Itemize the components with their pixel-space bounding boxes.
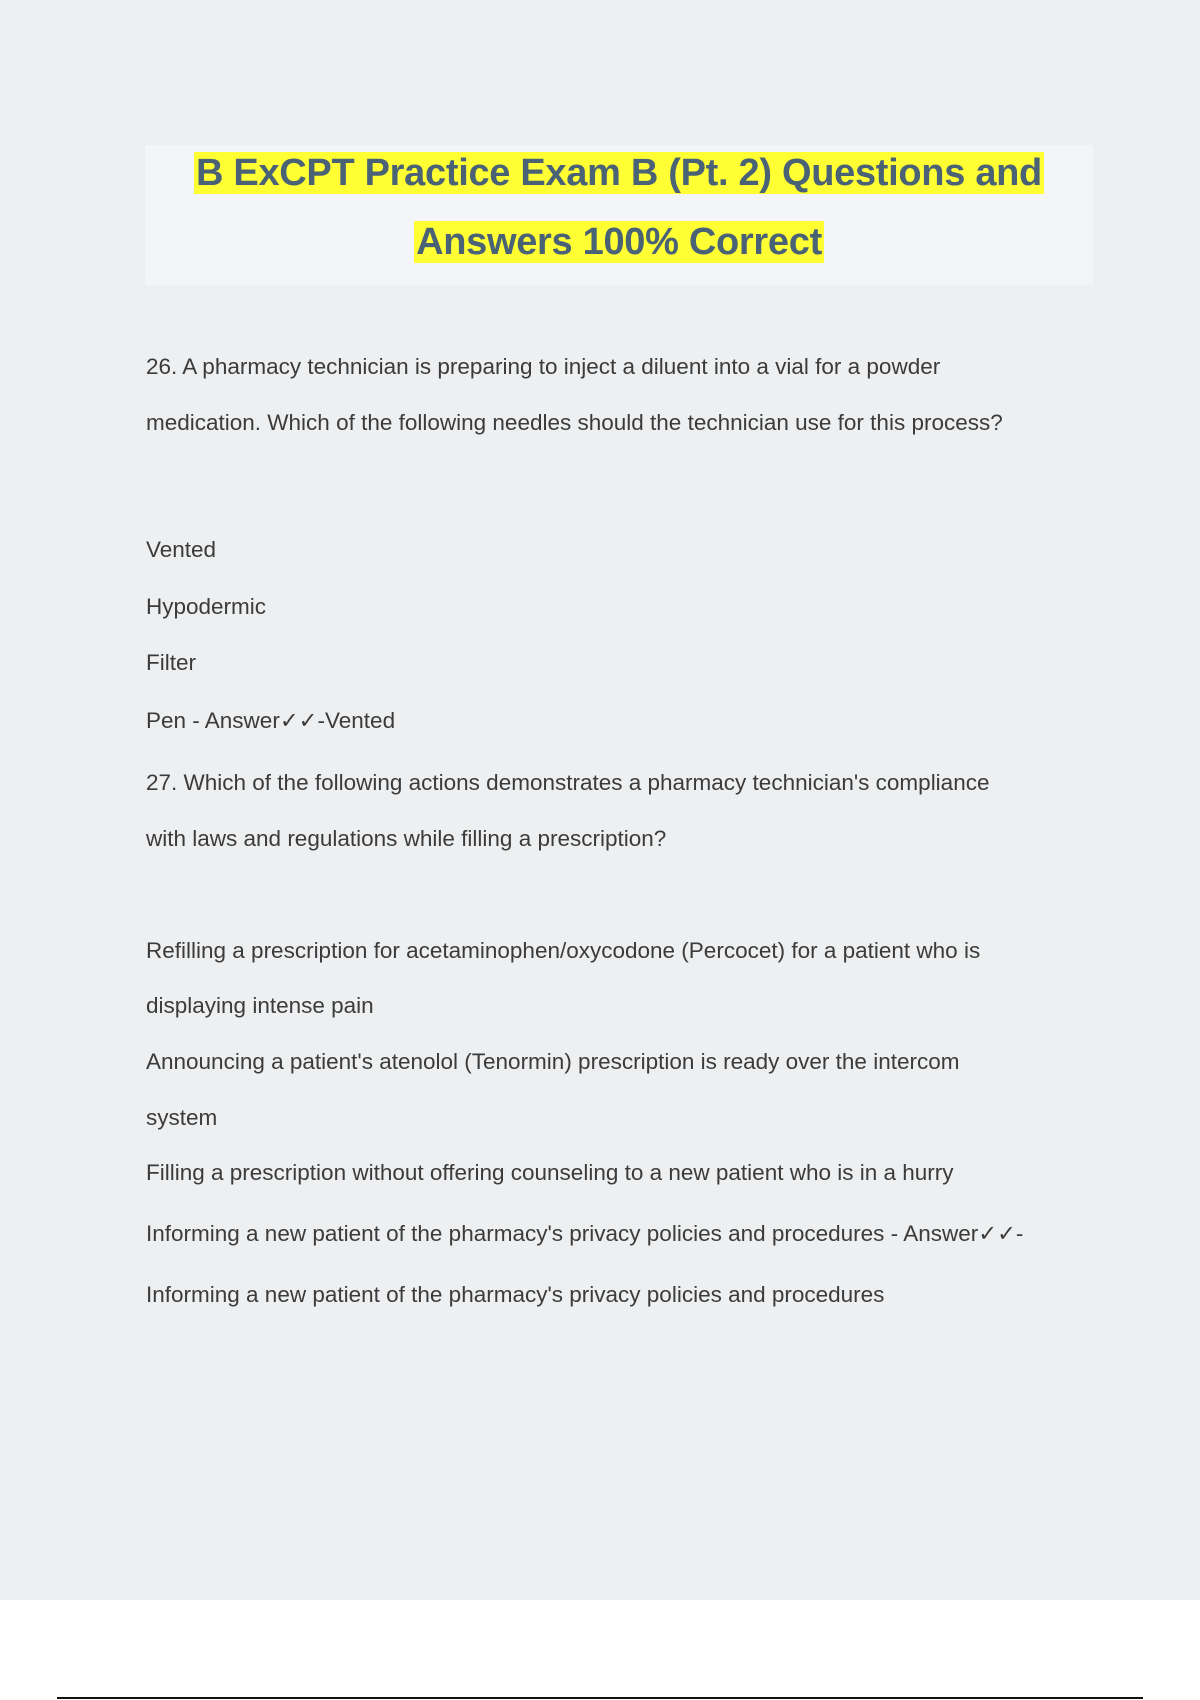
question-26-option: Filter (146, 650, 196, 675)
question-27-option: Announcing a patient's atenolol (Tenormin) prescription is ready over the intercom (146, 1049, 960, 1074)
question-27-prompt-line-1: 27. Which of the following actions demonstrates a pharmacy technician's compliance (146, 770, 990, 795)
question-27-prompt-line-2: with laws and regulations while filling a prescription? (146, 826, 667, 851)
footer-rule (57, 1697, 1143, 1699)
question-26-prompt-line-2: medication. Which of the following needles should the technician use for this process? (146, 410, 1003, 435)
document-title-box (145, 145, 1093, 285)
question-27-option: Refilling a prescription for acetaminophen/oxycodone (Percocet) for a patient who is (146, 938, 981, 963)
question-26-prompt-line-1: 26. A pharmacy technician is preparing to inject a diluent into a vial for a powder (146, 354, 941, 379)
question-27-option: Filling a prescription without offering counseling to a new patient who is in a hurry (146, 1160, 954, 1185)
document-title-line-2: Answers 100% Correct (416, 221, 822, 263)
question-26-option: Vented (146, 537, 217, 562)
question-27-answer-text: Informing a new patient of the pharmacy's privacy policies and procedures (146, 1282, 885, 1307)
question-26-answer: Pen - Answer✓✓-Vented (146, 708, 396, 733)
question-26-option: Hypodermic (146, 594, 267, 619)
document-title-line-1: B ExCPT Practice Exam B (Pt. 2) Questions and (196, 152, 1042, 194)
question-27-option: system (146, 1105, 218, 1130)
question-27-option: displaying intense pain (146, 993, 374, 1018)
question-27-answer: Informing a new patient of the pharmacy's privacy policies and procedures - Answer✓✓- (146, 1221, 1024, 1246)
